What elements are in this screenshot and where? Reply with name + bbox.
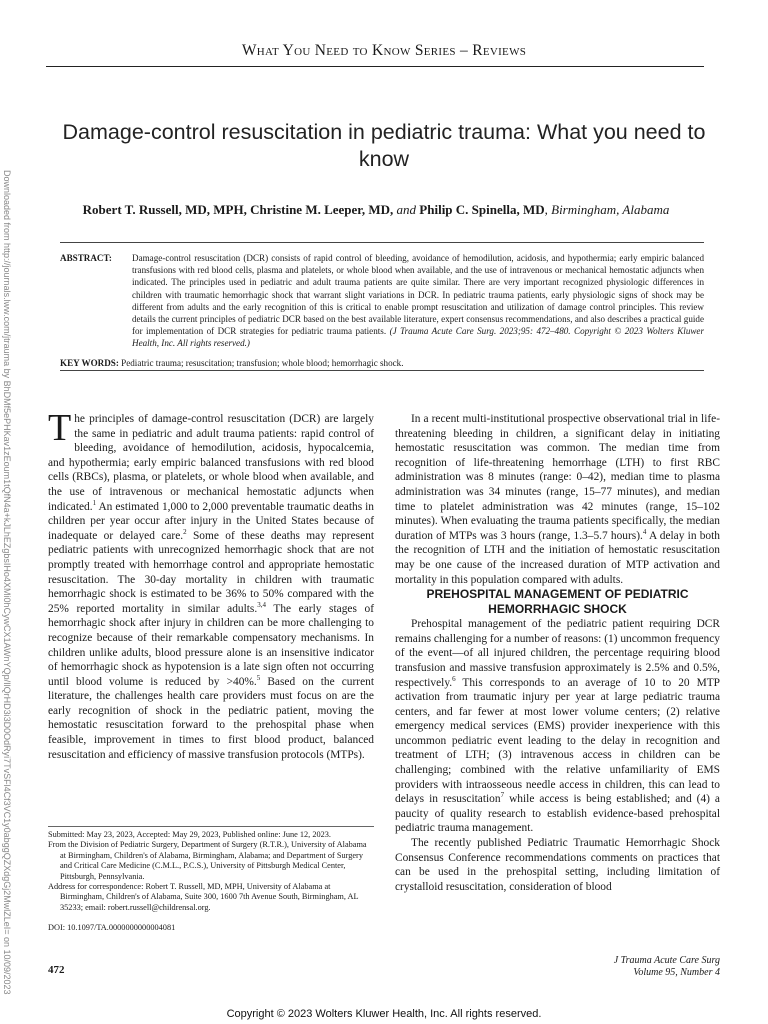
delay-paragraph	[395, 412, 720, 587]
prehospital-paragraph	[395, 617, 720, 836]
copyright-footer: Copyright © 2023 Wolters Kluwer Health, Inc. All rights reserved.	[226, 1008, 542, 1020]
right-column	[395, 412, 720, 894]
footnote-correspondence: Address for correspondence: Robert T. Russell, MD, MPH, University of Alabama at Birmingham, Children's of Alabama, Suite 300, 1600 7th Avenue South, Birmingham, AL 35233; email: robert.russell@childrensal.org.	[48, 882, 359, 912]
footnote-doi: DOI: 10.1097/TA.0000000000004081	[48, 923, 176, 933]
keywords-text: Pediatric trauma; resuscitation; transfusion; whole blood; hemorrhagic shock.	[121, 358, 404, 368]
abstract-text	[132, 252, 704, 350]
authors-location: , Birmingham, Alabama	[544, 202, 670, 217]
footnote-submitted: Submitted: May 23, 2023, Accepted: May 29, 2023, Published online: June 12, 2023.	[48, 830, 331, 839]
download-sidebar	[2, 170, 32, 995]
keywords-label: KEY WORDS:	[60, 358, 119, 368]
prehospital-text-3: while access is being established; and (4) a paucity of quality research to establish evidence-based prehospital pediatric trauma management.	[395, 793, 720, 835]
ref-superscript: 2	[183, 527, 187, 536]
abstract-bottom-rule	[60, 370, 704, 371]
journal-info	[614, 955, 720, 979]
series-header: What You Need to Know Series – Reviews	[241, 42, 527, 59]
footnote-rule	[48, 826, 374, 827]
ref-superscript: 7	[500, 791, 505, 800]
abstract-body: Damage-control resuscitation (DCR) consists of rapid control of bleeding, avoidance of hemodilution, acidosis, and hypothermia; early empiric balanced transfusions with red blood cells, plasma and platelets, or whole blood when available, and the use of intravenous or mechanical hemostatic adjuncts when indicated. The principles used in pediatric and adult trauma patients are quite similar. There are very important recognized physiologic differences in children with traumatic hemorrhagic shock that warrant slight variations in DCR. In pediatric trauma patients, early physiologic signs of shock may be different from adults and the early recognition of this is critical to enable prompt resuscitation and utilization of damage control principles. This review details the current principles of pediatric DCR based on the best available literature, expert consensus recommendations, and also describes a practical guide for implementation of DCR strategies for pediatric trauma patients.	[132, 253, 704, 337]
footnote-affiliations: From the Division of Pediatric Surgery, Department of Surgery (R.T.R.), University of Alabama at Birmingham, Children's of Alabama, Birmingham, Alabama; and Department of Surgery and Critical Care Medicine (C.M.L., P.C.S.), University of Pittsburgh Medical Center, Pittsburgh, Pennsylvania.	[48, 840, 367, 881]
delay-text-2: A delay in both the recognition of LTH and the initiation of hemostatic resuscitation may be one cause of the increased duration of MTP activation and mortality in this population compared with adults.	[395, 529, 720, 586]
intro-text-3: Some of these deaths may represent pediatric patients with unrecognized hemorrhagic shock that are not promptly treated with hemorrhage control and appropriate hemostatic resuscitation. The 30-day mortality in children with traumatic hemorrhagic shock is estimated to be 36% to 50% compared with the 25% reported mortality in similar adults.	[48, 529, 374, 615]
abstract-citation: (J Trauma Acute Care Surg. 2023;95: 472–480. Copyright © 2023 Wolters Kluwer Health, Inc. All rights reserved.)	[132, 326, 705, 349]
intro-text-4: The early stages of hemorrhagic shock after injury in children can be more challenging to recognize because of their remarkable compensatory mechanisms. In children unlike adults, blood pressure alone is an insensitive indicator of hemorrhagic shock as hypotension is a late sign often not occurring until blood volume is reduced by >40%.	[48, 602, 374, 688]
abstract-top-rule	[60, 242, 704, 243]
intro-text-5: Based on the current literature, the challenges health care providers must focus on are the early recognition of shock in the pediatric patient, moving the hemostatic resuscitation forward to the prehospital phase when feasible, improvement in times to first blood product, balanced resuscitation and efficiency of massive transfusion protocols (MTPs).	[48, 675, 374, 761]
abstract-block	[60, 252, 704, 350]
prehospital-text-1: Prehospital management of the pediatric patient requiring DCR remains challenging for a number of reasons: (1) uncommon frequency of the event—of all injured children, the percentage requiring blood transfusion and massive transfusion approximately is 2.5% and 0.5%, respectively.	[395, 618, 720, 689]
ref-superscript: 4	[642, 527, 647, 536]
drop-cap: T	[48, 407, 72, 449]
intro-paragraph	[48, 407, 374, 762]
download-note: Downloaded from http://journals.lww.com/jtrauma by BhDMf5ePHKav1zEoum1tQfN4a+kJLhEZgbsIHo4XMi0hCywCX1AWnYQp/IlQrHD3i3D0OdRyi7TvSFl4Cf3VC1y0abggQZXdgGj2MwlZLeI= on 10/09/2023	[2, 170, 12, 995]
consensus-paragraph: The recently published Pediatric Traumatic Hemorrhagic Shock Consensus Conference recommendations comments on practices that can be used in the prehospital setting, including limitation of crystalloid resuscitation, consideration of blood	[395, 837, 720, 893]
author-line	[48, 202, 704, 218]
intro-text-2: An estimated 1,000 to 2,000 preventable traumatic deaths in children per year occur after injury in the United States because of inadequate or delayed care.	[48, 500, 374, 542]
authors-names-1: Robert T. Russell, MD, MPH, Christine M. Leeper, MD,	[82, 202, 394, 217]
ref-superscript: 1	[92, 498, 97, 507]
authors-names-2: Philip C. Spinella, MD	[419, 202, 545, 217]
ref-superscript: 5	[256, 673, 261, 682]
abstract-label: ABSTRACT:	[60, 253, 112, 263]
page-number: 472	[48, 964, 65, 976]
ref-superscript: 6	[452, 674, 456, 683]
left-column	[48, 407, 374, 762]
section-heading: PREHOSPITAL MANAGEMENT OF PEDIATRIC HEMORRHAGIC SHOCK	[426, 587, 689, 617]
journal-volume: Volume 95, Number 4	[633, 967, 720, 978]
keywords-line	[60, 357, 704, 369]
ref-superscript: 3,4	[257, 600, 266, 609]
article-title: Damage-control resuscitation in pediatric trauma: What you need to know	[62, 120, 706, 171]
journal-name: J Trauma Acute Care Surg	[613, 955, 720, 966]
header-rule	[46, 66, 704, 67]
delay-text-1: In a recent multi-institutional prospective observational trial in life-threatening bleeding in children, a significant delay in initiating hemostatic resuscitation was common. The median time from recognition of life-threatening hemorrhage (LTH) to first RBC administration was 8 minutes (range: 0–42), median time to plasma administration was 34 minutes (range, 15–77 minutes), and median time to platelet administration was 42 minutes (range, 15–102 minutes). When evaluating the trauma patients specifically, the median duration of MTPs was 3 hours (range, 1.3–5.7 hours).	[395, 413, 720, 542]
intro-text-1: he principles of damage-control resuscitation (DCR) are largely the same in pediatric and adult trauma patients: rapid control of bleeding, avoidance of hemodilution, acidosis, hypocalcemia, and hypothermia; early empiric balanced transfusions with red blood cells (RBCs), plasma, or platelets, or whole blood when available, and the use of intravenous or mechanical hemostatic adjuncts when indicated.	[48, 413, 374, 513]
prehospital-text-2: This corresponds to an average of 10 to 20 MTP activation from traumatic injury per year at large pediatric trauma centers, and far fewer at most lower volume centers; (2) relative emergency medical services (EMS) provider inexperience with this uncommon pediatric event leading to the delay in recognition and treatment of LTH; (3) intravenous access in children can be challenging; combined with the relative unfamiliarity of EMS providers with intraosseous needle access in children, this can lead to delays in resuscitation	[395, 676, 720, 806]
authors-and: and	[396, 202, 417, 217]
footnotes	[48, 830, 374, 934]
